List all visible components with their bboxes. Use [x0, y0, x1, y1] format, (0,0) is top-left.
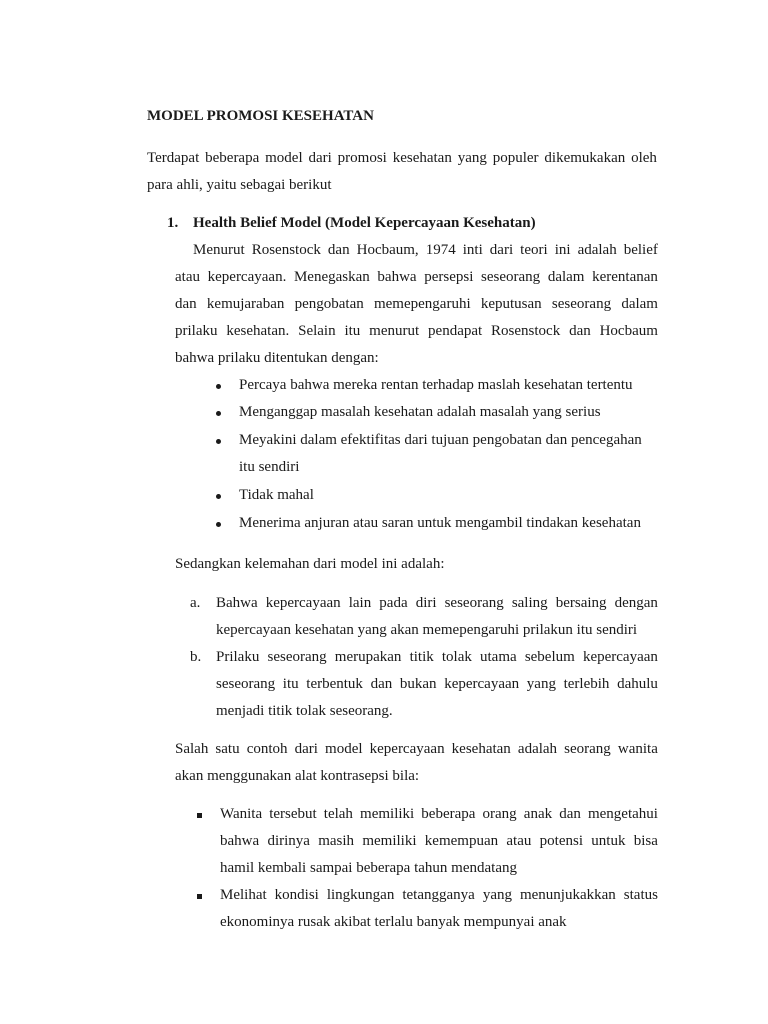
example-line-1: Salah satu contoh dari model kepercayaan kesehatan adalah seorang wanita — [175, 741, 658, 757]
bullet-text-1: Percaya bahwa mereka rentan terhadap maslah kesehatan tertentu — [239, 377, 633, 393]
section-number: 1. — [167, 215, 179, 231]
section-para-line-4: prilaku kesehatan. Selain itu menurut pendapat Rosenstock dan Hocbaum — [175, 323, 658, 339]
intro-line-2: para ahli, yaitu sebagai berikut — [147, 177, 332, 193]
example-line-2: akan menggunakan alat kontrasepsi bila: — [175, 768, 420, 784]
bullet-text-2: Menganggap masalah kesehatan adalah masalah yang serius — [239, 404, 601, 420]
document-title: MODEL PROMOSI KESEHATAN — [147, 108, 374, 124]
bullet-icon — [216, 439, 221, 444]
intro-line-1: Terdapat beberapa model dari promosi kesehatan yang populer dikemukakan oleh — [147, 150, 657, 166]
example-item-1-line-1: Wanita tersebut telah memiliki beberapa orang anak dan mengetahui — [220, 806, 658, 822]
section-para-line-2: atau kepercayaan. Menegaskan bahwa persepsi seseorang dalam kerentanan — [175, 269, 658, 285]
section-para-line-1: Menurut Rosenstock dan Hocbaum, 1974 inti dari teori ini adalah belief — [193, 242, 658, 258]
example-item-1-line-3: hamil kembali sampai beberapa tahun mendatang — [220, 860, 517, 876]
bullet-text-4: Tidak mahal — [239, 487, 314, 503]
square-bullet-icon — [197, 813, 202, 818]
weakness-intro: Sedangkan kelemahan dari model ini adalah: — [175, 556, 445, 572]
bullet-text-5: Menerima anjuran atau saran untuk mengambil tindakan kesehatan — [239, 515, 641, 531]
weakness-b-marker: b. — [190, 649, 202, 665]
weakness-a-marker: a. — [190, 595, 201, 611]
weakness-b-line-2: seseorang itu terbentuk dan bukan kepercayaan yang terlebih dahulu — [216, 676, 658, 692]
bullet-icon — [216, 384, 221, 389]
square-bullet-icon — [197, 894, 202, 899]
section-heading: Health Belief Model (Model Kepercayaan Kesehatan) — [193, 215, 536, 231]
weakness-a-line-1: Bahwa kepercayaan lain pada diri seseorang saling bersaing dengan — [216, 595, 658, 611]
bullet-icon — [216, 522, 221, 527]
bullet-icon — [216, 411, 221, 416]
weakness-b-line-3: menjadi titik tolak seseorang. — [216, 703, 393, 719]
example-item-2-line-1: Melihat kondisi lingkungan tetangganya yang menunjukakkan status — [220, 887, 658, 903]
bullet-text-3: Meyakini dalam efektifitas dari tujuan pengobatan dan pencegahan — [239, 432, 642, 448]
example-item-1-line-2: bahwa dirinya masih memiliki kemempuan atau potensi untuk bisa — [220, 833, 658, 849]
section-para-line-3: dan kemujaraban pengobatan memepengaruhi keputusan seseorang dalam — [175, 296, 658, 312]
weakness-a-line-2: kepercayaan kesehatan yang akan memepengaruhi prilakun itu sendiri — [216, 622, 638, 638]
section-para-line-5: bahwa prilaku ditentukan dengan: — [175, 350, 379, 366]
example-item-2-line-2: ekonominya rusak akibat terlalu banyak mempunyai anak — [220, 914, 567, 930]
weakness-b-line-1: Prilaku seseorang merupakan titik tolak utama sebelum kepercayaan — [216, 649, 658, 665]
bullet-icon — [216, 494, 221, 499]
bullet-text-3-cont: itu sendiri — [239, 459, 300, 475]
